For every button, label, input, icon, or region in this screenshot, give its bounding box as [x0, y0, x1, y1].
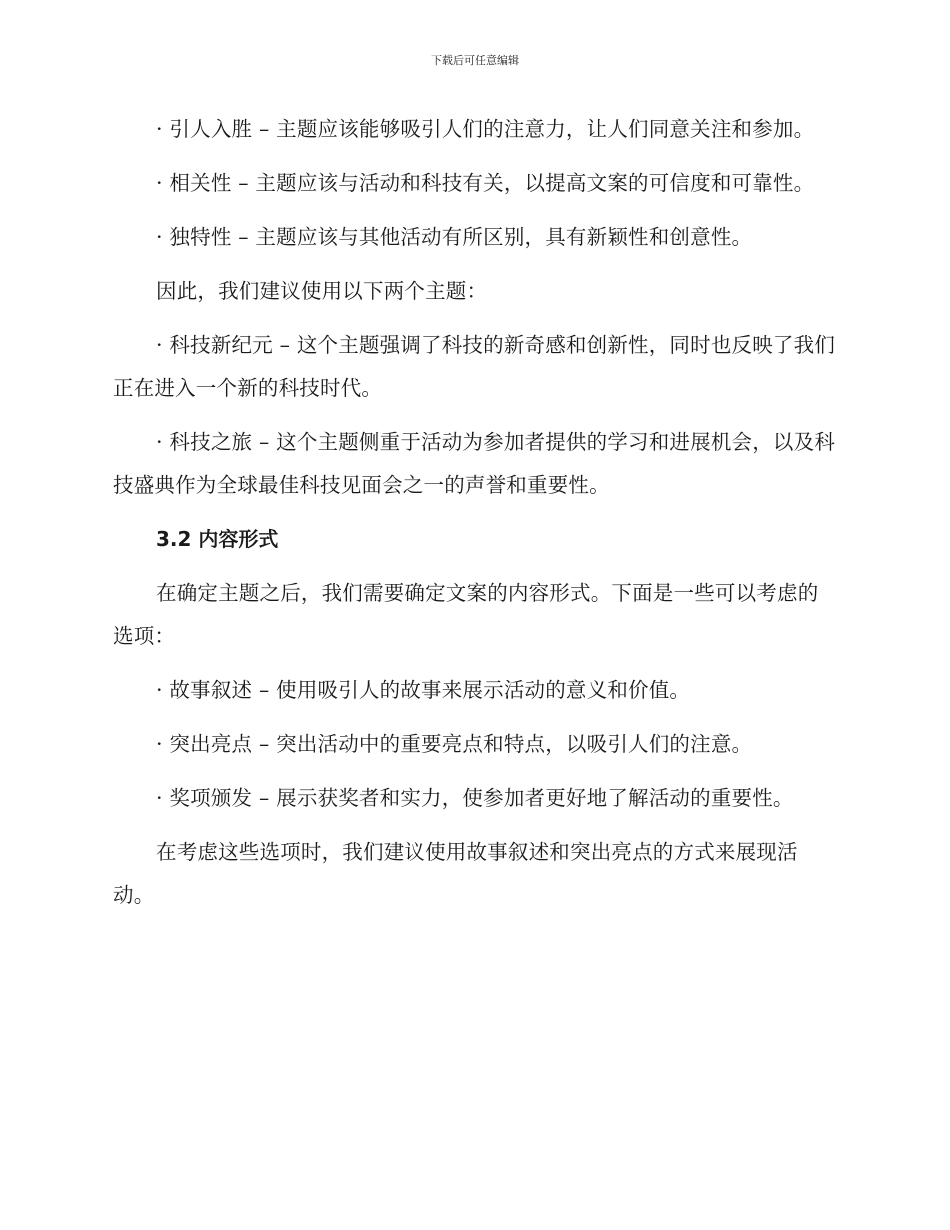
document-body [113, 108, 835, 928]
body-paragraph: 因此，我们建议使用以下两个主题： [156, 279, 488, 303]
bullet-paragraph: · 科技新纪元 – 这个主题强调了科技的新奇感和创新性，同时也反映了我们正在进入一个新的科技时代。 [113, 333, 836, 400]
bullet-paragraph: · 独特性 – 主题应该与其他活动有所区别，具有新颖性和创意性。 [156, 225, 753, 249]
bullet-paragraph: · 科技之旅 – 这个主题侧重于活动为参加者提供的学习和进展机会，以及科技盛典作为全球最佳科技见面会之一的声誉和重要性。 [113, 430, 836, 497]
bullet-paragraph: · 引人入胜 – 主题应该能够吸引人们的注意力，让人们同意关注和参加。 [156, 117, 815, 141]
bullet-paragraph: · 相关性 – 主题应该与活动和科技有关，以提高文案的可信度和可靠性。 [156, 171, 815, 195]
bullet-paragraph: · 故事叙述 – 使用吸引人的故事来展示活动的意义和价值。 [156, 678, 691, 702]
bullet-paragraph: · 突出亮点 – 突出活动中的重要亮点和特点，以吸引人们的注意。 [156, 732, 753, 756]
body-paragraph: 在考虑这些选项时，我们建议使用故事叙述和突出亮点的方式来展现活动。 [113, 840, 798, 907]
section-heading: 3.2 内容形式 [156, 527, 279, 551]
page-header: 下载后可任意编辑 [431, 54, 519, 67]
bullet-paragraph: · 奖项颁发 – 展示获奖者和实力，使参加者更好地了解活动的重要性。 [156, 786, 794, 810]
body-paragraph: 在确定主题之后，我们需要确定文案的内容形式。下面是一些可以考虑的选项： [113, 581, 819, 648]
